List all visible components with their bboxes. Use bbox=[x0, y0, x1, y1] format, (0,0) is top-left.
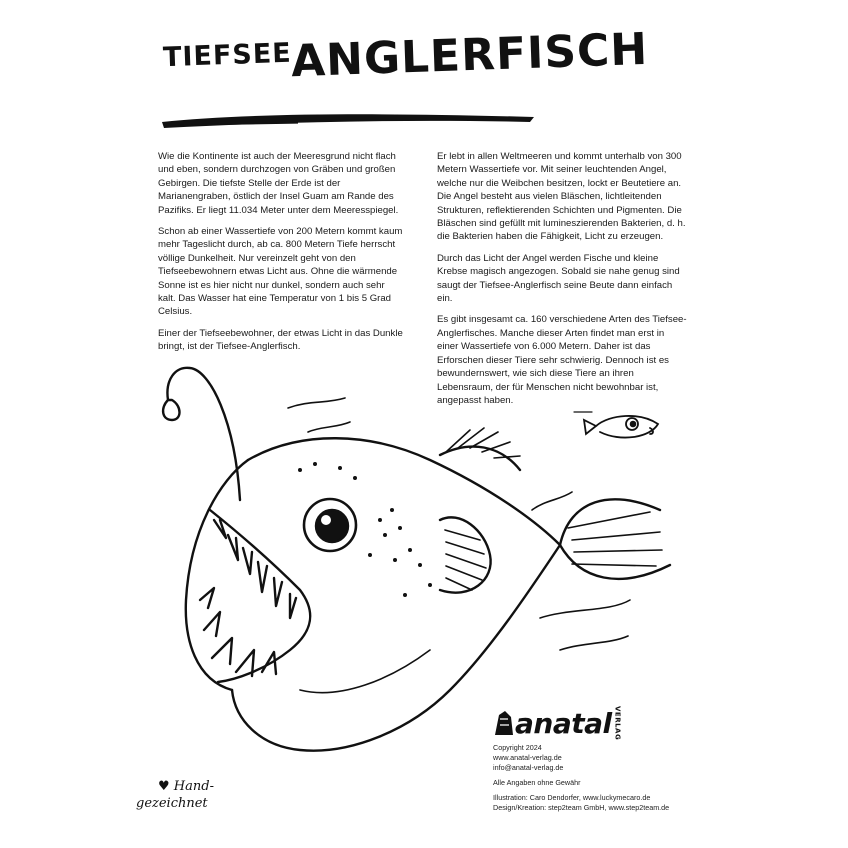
design-credit: Design/Kreation: step2team GmbH, www.step2team.de bbox=[493, 803, 670, 812]
hand-drawn-badge bbox=[136, 778, 214, 812]
hand-drawn-line2: gezeichnet bbox=[136, 796, 208, 811]
text-column-left bbox=[158, 150, 403, 362]
title-small: TIEFSEE bbox=[162, 37, 293, 74]
paragraph: Wie die Kontinente ist auch der Meeresgrund nicht flach und eben, sondern durchzogen von Gräben und großen Gebirgen. Die tiefste Stelle der Erde ist der Marianengraben, östlich der Insel Guam am Rande des Pazifiks. Er liegt 11.034 Meter unter dem Meeresspiegel. bbox=[158, 151, 399, 216]
small-prey-fish-illustration bbox=[570, 406, 670, 448]
copyright: Copyright 2024 bbox=[493, 743, 542, 752]
logo-subtitle: VERLAG bbox=[613, 705, 622, 741]
website-link[interactable]: www.anatal-verlag.de bbox=[493, 753, 562, 762]
disclaimer: Alle Angaben ohne Gewähr bbox=[493, 778, 581, 787]
paragraph: Einer der Tiefseebewohner, der etwas Licht in das Dunkle bringt, ist der Tiefsee-Anglerfisch. bbox=[158, 327, 403, 353]
imprint bbox=[493, 743, 713, 818]
email-link[interactable]: info@anatal-verlag.de bbox=[493, 763, 564, 772]
illustration-credit: Illustration: Caro Dendorfer, www.luckymecaro.de bbox=[493, 793, 651, 802]
heart-icon: ♥ bbox=[158, 779, 174, 794]
paragraph: Es gibt insgesamt ca. 160 verschiedene Arten des Tiefsee-Anglerfisches. Manche dieser Arten findet man erst in einer Wassertiefe von 6.000 Metern. Daher ist das Erforschen dieser Tiere sehr schwierig. Dennoch ist es bewundernswert, wie sich diese Tiere an ihren Lebensraum, der für Menschen nicht bewohnbar ist, angepasst haben. bbox=[437, 314, 687, 406]
crow-icon bbox=[493, 709, 515, 737]
hand-drawn-line1: Hand- bbox=[173, 779, 214, 794]
paragraph: Schon ab einer Wassertiefe von 200 Metern kommt kaum mehr Tageslicht durch, ab ca. 800 Metern Tiefe herrscht völlige Dunkelheit. Nur vereinzelt geht von den Tiefseebewohnern etwas Licht aus. Ohne die wärmende Sonne ist es hier nicht nur dunkel, sondern auch sehr kalt. Das Wasser hat eine Temperatur von 1 bis 5 Grad Celsius. bbox=[158, 226, 403, 318]
paragraph: Er lebt in allen Weltmeeren und kommt unterhalb von 300 Metern Wassertiefe vor. Mit seiner leuchtenden Angel, welche nur die Weibchen besitzen, lockt er Beutetiere an. Die Angel besteht aus vielen Bläschen, lichtleitenden Strukturen, reflektierenden Schichten und Pigmenten. Die Bläschen sind gefüllt mit lumineszierenden Bakterien, d. h. die Bakterien haben die Fähigkeit, Licht zu erzeugen. bbox=[437, 151, 686, 243]
publisher-logo bbox=[493, 705, 622, 741]
title-main: ANGLERFISCH bbox=[290, 23, 649, 88]
paragraph: Durch das Licht der Angel werden Fische und kleine Krebse magisch angezogen. Sobald sie nahe genug sind saugt der Tiefsee-Anglerfisch seine Beute dann einfach ein. bbox=[437, 252, 680, 305]
brush-stroke-divider bbox=[158, 108, 538, 130]
logo-wordmark: anatal bbox=[515, 706, 612, 740]
